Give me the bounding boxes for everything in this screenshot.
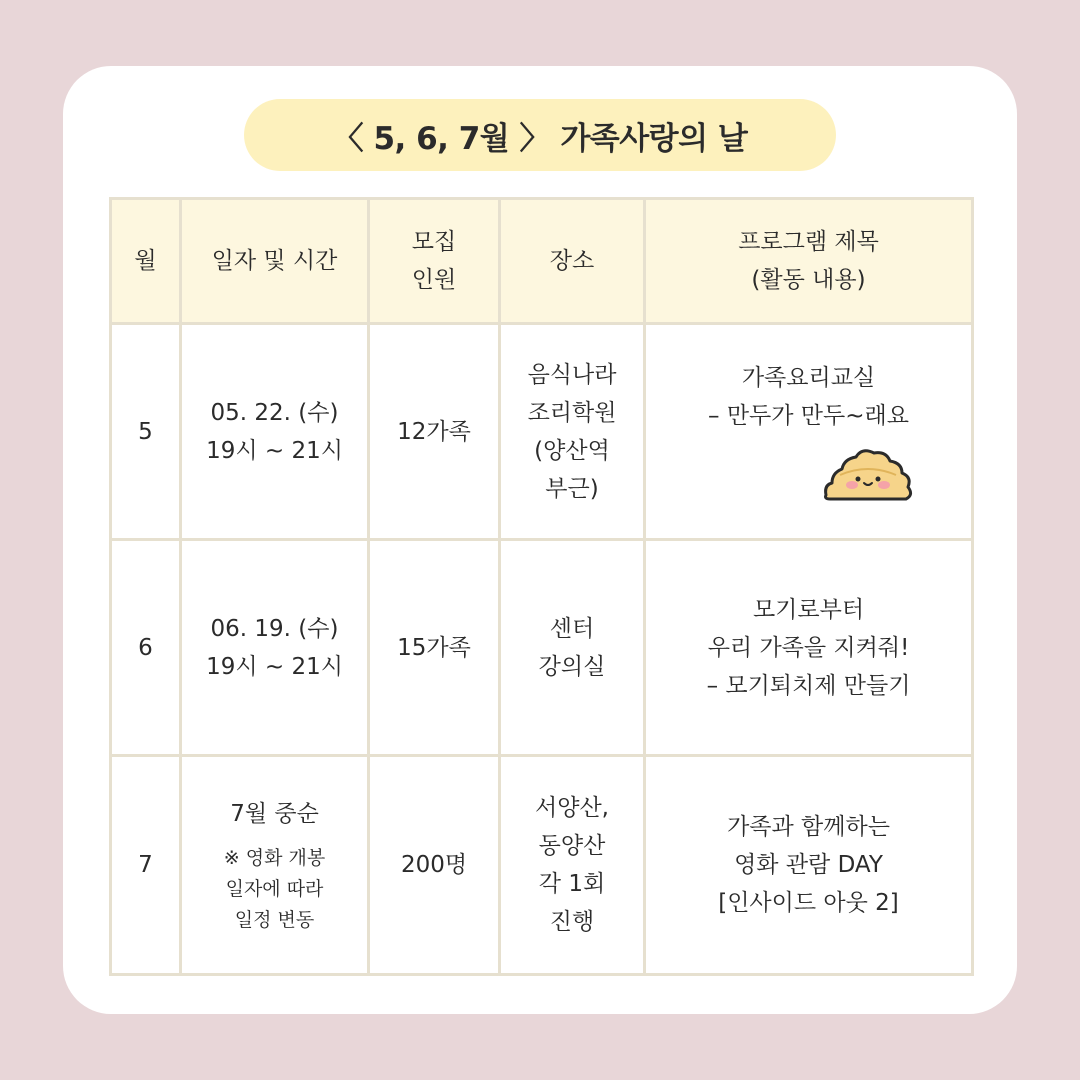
header-datetime: 일자 및 시간 (181, 199, 369, 324)
header-month: 월 (111, 199, 181, 324)
table-row (111, 324, 973, 540)
page-title: 〈 5, 6, 7월 〉 가족사랑의 날 (244, 99, 836, 171)
place-cell: 음식나라 조리학원 (양산역 부근) (500, 324, 645, 540)
program-cell: 모기로부터 우리 가족을 지켜줘! – 모기퇴치제 만들기 (645, 540, 973, 756)
header-place: 장소 (500, 199, 645, 324)
table-row (111, 540, 973, 756)
program-cell: 가족요리교실 – 만두가 만두~래요 (645, 324, 973, 540)
place-cell: 서양산, 동양산 각 1회 진행 (500, 756, 645, 975)
month-cell: 7 (111, 756, 181, 975)
datetime-cell: 05. 22. (수) 19시 ~ 21시 (181, 324, 369, 540)
table-row (111, 756, 973, 975)
table-header-row (111, 199, 973, 324)
schedule-table (109, 197, 974, 976)
schedule-note: ※ 영화 개봉 일자에 따라 일정 변동 (223, 846, 326, 931)
header-program: 프로그램 제목 (활동 내용) (645, 199, 973, 324)
month-cell: 5 (111, 324, 181, 540)
capacity-cell: 12가족 (369, 324, 500, 540)
month-cell: 6 (111, 540, 181, 756)
dumpling-icon (820, 445, 916, 505)
capacity-cell: 200명 (369, 756, 500, 975)
header-capacity: 모집 인원 (369, 199, 500, 324)
capacity-cell: 15가족 (369, 540, 500, 756)
program-cell: 가족과 함께하는 영화 관람 DAY [인사이드 아웃 2] (645, 756, 973, 975)
datetime-cell: 06. 19. (수) 19시 ~ 21시 (181, 540, 369, 756)
place-cell: 센터 강의실 (500, 540, 645, 756)
datetime-cell: 7월 중순 ※ 영화 개봉 일자에 따라 일정 변동 (181, 756, 369, 975)
